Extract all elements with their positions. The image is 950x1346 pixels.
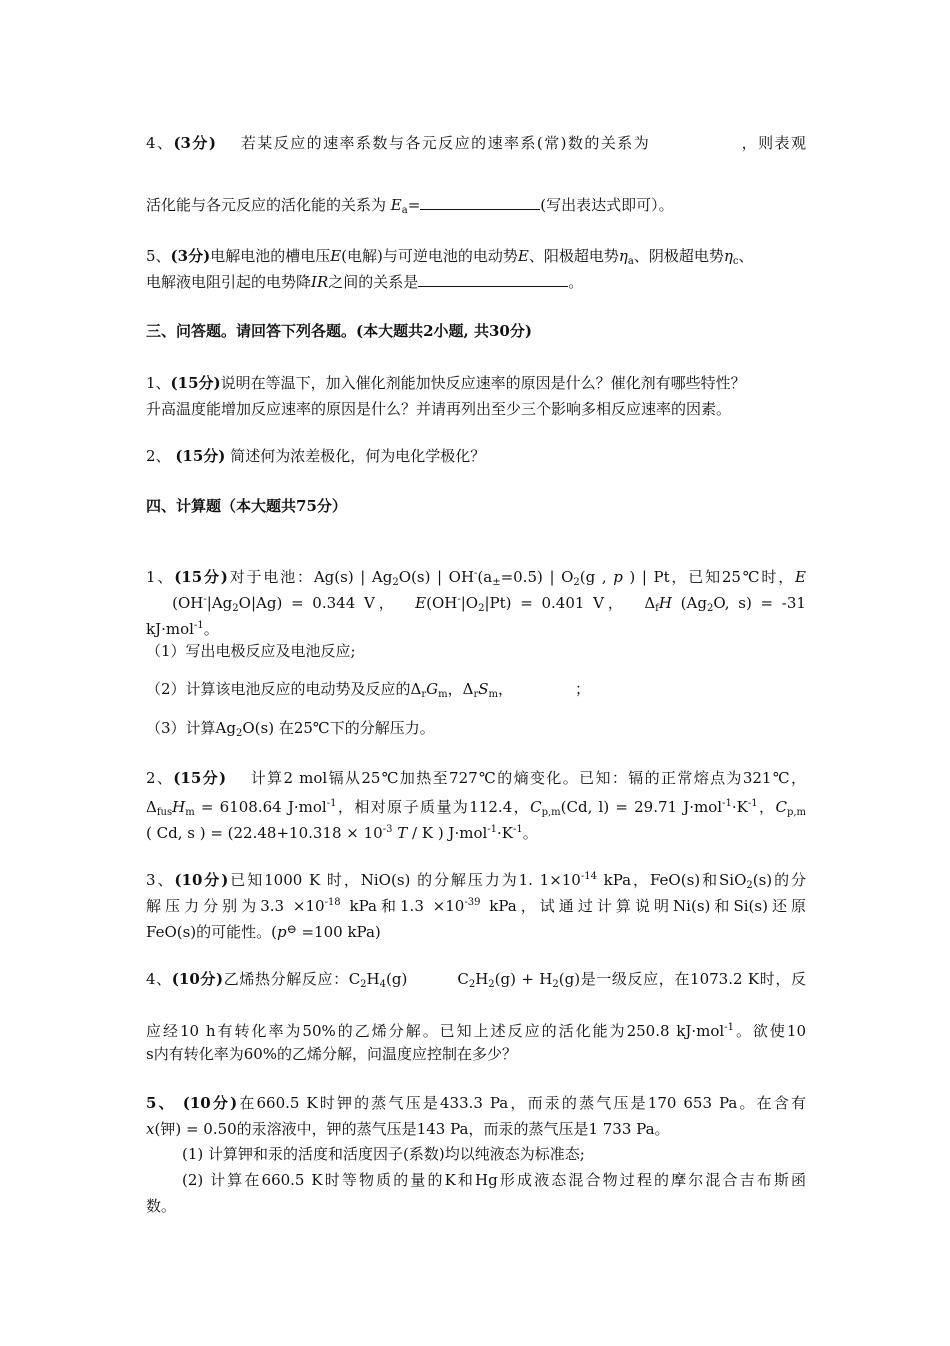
question-text: ) | Pt，已知25℃时， (622, 568, 796, 586)
q2-5-line2 (146, 269, 806, 295)
question-text: =0.5) | O (500, 568, 574, 586)
question-text: （2）计算该电池反应的电动势及反应的Δ (146, 680, 422, 698)
question-text: 说明在等温下，加入催化剂能加快反应速率的原因是什么？催化剂有哪些特性？ (220, 374, 746, 392)
superscript: -1 (487, 824, 498, 835)
subscript: a (401, 205, 408, 216)
question-text: 。 (203, 620, 219, 638)
symbol: η (618, 247, 628, 265)
question-text: (g) + H (494, 970, 553, 988)
question-text: 对于电池：Ag(s) | Ag (227, 568, 393, 586)
symbol: C (530, 798, 542, 816)
question-text: ·K (731, 798, 748, 816)
question-text: (s)的分 (752, 871, 807, 889)
question-text: (2) 计算在660.5 K时等物质的量的K和Hg形成液态混合物过程的摩尔混合吉布斯函 (182, 1171, 806, 1189)
question-number: 1、 (146, 568, 175, 586)
section-3-title (146, 318, 806, 344)
superscript: - (474, 568, 478, 579)
question-text: (1) 计算钾和汞的活度和活度因子(系数)均以纯液态为标准态; (182, 1145, 585, 1163)
question-text: ，则表观 (740, 134, 806, 152)
q4-5-sub2 (182, 1167, 806, 1193)
symbol: E (330, 247, 342, 265)
symbol: S (478, 680, 489, 698)
q3-1-line1 (146, 370, 806, 396)
q4-4-line3 (146, 1041, 806, 1067)
question-score: (3分) (173, 134, 216, 152)
symbol: E (517, 247, 529, 265)
question-text: 解压力分别为3.3 ×10 (146, 897, 325, 915)
subscript: p,m (786, 807, 806, 818)
question-text: (电解)与可逆电池的电动势 (341, 247, 518, 265)
symbol: H (658, 594, 672, 612)
question-text: 在660.5 K时钾的蒸气压是433.3 Pa，而汞的蒸气压是170 653 Pa。在含有 (237, 1094, 807, 1112)
question-text: 、 (738, 247, 754, 265)
q4-5-line2 (146, 1116, 806, 1142)
question-text: (g)是一级反应，在1073.2 K时，反 (558, 970, 806, 988)
question-text: 升高温度能增加反应速率的原因是什么？并请再列出至少三个影响多相反应速率的因素。 (146, 400, 732, 418)
question-text: O(s) 在25℃下的分解压力。 (242, 719, 435, 737)
symbol: E (415, 594, 427, 612)
question-text: (g , (579, 568, 614, 586)
answer-blank[interactable] (420, 193, 540, 210)
subscript: m (438, 689, 448, 700)
question-text: ，相对原子质量为112.4， (336, 798, 531, 816)
question-text: |Ag (206, 594, 233, 612)
subscript: 2 (478, 603, 485, 614)
section-title: 四、计算题（本大题共75分） (146, 497, 347, 515)
question-text: FeO(s)的可能性。( (146, 923, 278, 941)
superscript: -1 (724, 1022, 734, 1033)
symbol: H (172, 798, 186, 816)
question-text: =100 kPa) (296, 923, 381, 941)
subscript: r (421, 689, 427, 700)
q2-4-line2 (146, 192, 806, 224)
answer-blank[interactable] (418, 270, 568, 287)
q4-2-line2: $\Delta_{fus}H_m = 6108.64$ J·mol$^{-1}$，相对原子质量为112.4，$C_{p,m}(Cd$, l) = 29.71 $J\cdot mol^{-1}\cdot K^{-1}$，$C_{p,m}$ (146, 798, 806, 818)
subscript: p,m (541, 807, 561, 818)
q4-5-sub2-cont (146, 1193, 806, 1219)
question-text: O, s) = -31 (713, 594, 806, 612)
question-text: (写出表达式即可）。 (540, 196, 674, 214)
subscript: 2 (573, 577, 580, 588)
superscript: -18 (324, 897, 341, 908)
question-text: (OH (172, 594, 204, 612)
question-text: 简述何为浓差极化，何为电化学极化？ (230, 447, 486, 465)
question-text: O(s) | OH (398, 568, 475, 586)
question-text: 乙烯热分解反应：C (223, 970, 361, 988)
question-text: ( Cd, s ) = (22.48+10.318 × 10 (146, 824, 383, 842)
question-score: (15分) (170, 374, 221, 392)
q4-5-line1 (146, 1090, 806, 1116)
question-text: (钾) = 0.50的汞溶液中，钾的蒸气压是143 Pa，而汞的蒸气压是1 733 Pa。 (154, 1120, 670, 1138)
subscript: 2 (706, 603, 714, 614)
symbol: η (723, 247, 733, 265)
equals-sign: = (407, 196, 421, 214)
question-text: （1）写出电极反应及电池反应; (146, 642, 356, 660)
symbol: G (426, 680, 439, 698)
question-text: (Cd, l) = 29.71 J·mol (560, 798, 723, 816)
subscript: m (185, 807, 195, 818)
q4-2-line3 (146, 817, 806, 846)
subscript: 2 (552, 979, 559, 990)
q4-1-sub3 (146, 715, 806, 747)
question-number: 4、 (146, 134, 174, 152)
superscript: -14 (580, 871, 597, 882)
question-text: 、阳极超电势 (528, 247, 619, 265)
symbol: p (613, 568, 623, 586)
activation-energy-symbol: E (390, 196, 402, 214)
symbol: IR (311, 273, 329, 291)
q4-4-line2 (146, 1015, 806, 1044)
subscript: ± (492, 577, 501, 588)
superscript: - (203, 594, 207, 605)
question-text: ，Δ (447, 680, 474, 698)
question-score: (15分) (174, 568, 228, 586)
question-text: |O (460, 594, 479, 612)
subscript: 2 (232, 603, 239, 614)
q4-4-line1 (146, 966, 806, 998)
question-score: (10分) (182, 1094, 238, 1112)
question-number: 2、 (146, 447, 171, 465)
question-text: H (366, 970, 380, 988)
question-text: kPa，试通过计算说明Ni(s)和Si(s)还原 (480, 897, 806, 915)
superscript: -3 (382, 824, 393, 835)
q4-2-line1 (146, 765, 806, 791)
question-text: (OH (426, 594, 458, 612)
question-score: (15分) (173, 769, 227, 787)
question-text: 若某反应的速率系数与各元反应的速率系(常)数的关系为 (240, 134, 651, 152)
question-number: 2、 (146, 769, 174, 787)
question-text: 。 (522, 824, 538, 842)
question-text: 计算2 mol镉从25℃加热至727℃的熵变化。已知：镉的正常熔点为321℃， (250, 769, 806, 787)
q3-1-line2 (146, 396, 806, 422)
q3-2-line (146, 443, 806, 469)
question-number: 4、 (146, 970, 172, 988)
standard-state-symbol: ⊖ (286, 922, 297, 936)
question-text: 已知1000 K 时，NiO(s) 的分解压力为1. 1×10 (228, 871, 581, 889)
question-text: 。欲使10 (733, 1022, 806, 1040)
section-title: 三、问答题。请回答下列各题。(本大题共2小题, 共30分) (146, 322, 532, 340)
subscript: 2 (468, 979, 476, 990)
symbol: T (397, 824, 408, 842)
superscript: -1 (326, 798, 337, 809)
symbol: C (775, 798, 787, 816)
question-text: C (457, 970, 469, 988)
question-score: (3分) (170, 247, 211, 265)
question-text: 之间的关系是 (328, 273, 419, 291)
question-text: kPa，FeO(s)和SiO (596, 871, 747, 889)
superscript: -1 (722, 798, 732, 809)
symbol: p (277, 923, 287, 941)
question-text: ·K (497, 824, 514, 842)
question-text: ； (575, 680, 591, 698)
question-text: 活化能与各元反应的活化能的关系为 (146, 196, 387, 214)
question-text: 数。 (146, 1197, 177, 1215)
subscript: fus (156, 807, 173, 818)
superscript: -1 (747, 798, 758, 809)
question-score: (10分) (174, 871, 229, 889)
question-score: (15分) (175, 447, 226, 465)
question-text: Δ (644, 594, 656, 612)
subscript: 4 (379, 979, 387, 990)
question-text: Δ (146, 798, 157, 816)
superscript: -39 (464, 897, 481, 908)
question-text: |Pt) = 0.401 V， (484, 594, 627, 612)
question-text: （3）计算Ag (146, 719, 236, 737)
question-text: 应经10 h有转化率为50%的乙烯分解。已知上述反应的活化能为250.8 kJ·mol (146, 1022, 725, 1040)
question-text: kPa和1.3 ×10 (340, 897, 465, 915)
question-text: H (475, 970, 489, 988)
q4-5-sub1 (182, 1141, 806, 1167)
subscript: 2 (235, 728, 243, 739)
subscript: 2 (392, 577, 399, 588)
question-score: (10分) (171, 970, 224, 988)
question-text: = 6108.64 J·mol (194, 798, 327, 816)
question-text: (g) (386, 970, 408, 988)
subscript: 2 (360, 979, 367, 990)
question-text: 电解电池的槽电压 (210, 247, 331, 265)
superscript: -1 (193, 620, 204, 631)
symbol: E (795, 568, 806, 586)
question-text: O|Ag) = 0.344 V， (238, 594, 398, 612)
q4-1-sub1 (146, 638, 806, 664)
q4-1-sub2: （2）计算该电池反应的电动势及反应的$\Delta_rG_m$，$\Delta_rS_m$， ； (146, 680, 591, 700)
q4-3-line2 (146, 890, 806, 919)
question-text: 。 (568, 273, 584, 291)
question-text: 、阴极超电势 (633, 247, 724, 265)
subscript: a (627, 256, 634, 267)
subscript: c (732, 256, 739, 267)
question-text: kJ·mol (146, 620, 194, 638)
question-text: s内有转化率为60%的乙烯分解，问温度应控制在多少？ (146, 1045, 518, 1063)
superscript: - (457, 594, 461, 605)
subscript: r (473, 689, 479, 700)
question-number: 5、 (146, 247, 171, 265)
subscript: m (488, 689, 499, 700)
section-4-title (146, 493, 806, 519)
subscript: 2 (488, 979, 495, 990)
q4-3-line3 (146, 916, 806, 945)
subscript: f (655, 603, 659, 614)
question-number: 5、 (146, 1094, 176, 1112)
question-text: 电解液电阻引起的电势降 (146, 273, 312, 291)
question-number: 3、 (146, 871, 175, 889)
question-text: / K ) J·mol (407, 824, 488, 842)
superscript: -1 (513, 824, 523, 835)
question-number: 1、 (146, 374, 171, 392)
symbol: x (146, 1120, 155, 1138)
question-text: (a (477, 568, 493, 586)
q2-4-line1 (146, 130, 806, 156)
question-text: (Ag (680, 594, 707, 612)
subscript: 2 (746, 880, 753, 891)
